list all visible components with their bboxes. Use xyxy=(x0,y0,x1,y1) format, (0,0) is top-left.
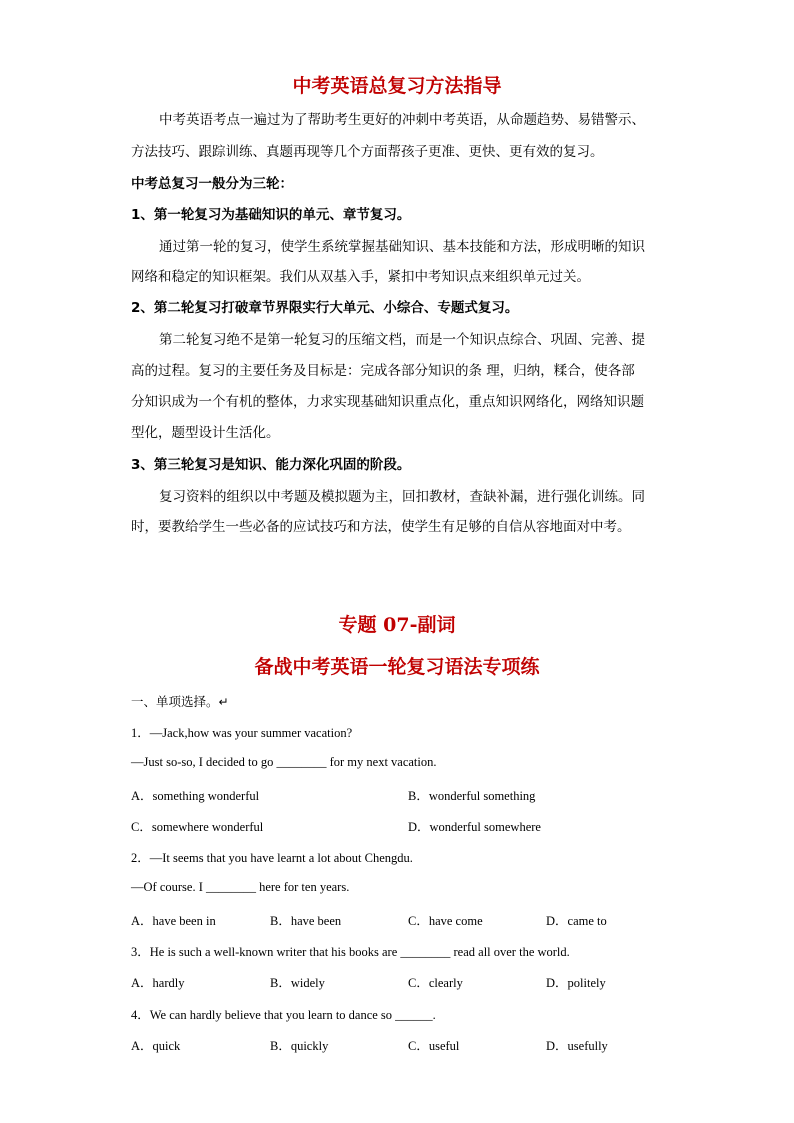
question-4-option-a[interactable]: A．quick xyxy=(131,1039,181,1053)
question-2-option-d[interactable]: D．came to xyxy=(546,914,607,928)
round2-text-line: 型化，题型设计生活化。 xyxy=(131,425,280,441)
round1-text-line: 通过第一轮的复习，使学生系统掌握基础知识、基本技能和方法，形成明晰的知识 xyxy=(159,239,645,255)
round1-heading: 1、第一轮复习为基础知识的单元、章节复习。 xyxy=(131,207,411,223)
round2-heading: 2、第二轮复习打破章节界限实行大单元、小综合、专题式复习。 xyxy=(131,300,519,316)
round2-text-line: 分知识成为一个有机的整体，力求实现基础知识重点化，重点知识网络化，网络知识题 xyxy=(131,394,644,410)
guide-title: 中考英语总复习方法指导 xyxy=(292,75,502,97)
question-2-dialogue: —Of course. I ________ here for ten years. xyxy=(131,880,350,894)
round3-text-line: 时，要教给学生一些必备的应试技巧和方法，使学生有足够的自信从容地面对中考。 xyxy=(131,519,631,535)
question-3-option-a[interactable]: A．hardly xyxy=(131,976,185,990)
round1-text-line: 网络和稳定的知识框架。我们从双基入手，紧扣中考知识点来组织单元过关。 xyxy=(131,269,590,285)
question-2-option-a[interactable]: A．have been in xyxy=(131,914,216,928)
round3-text-line: 复习资料的组织以中考题及模拟题为主，回扣教材，查缺补漏，进行强化训练。同 xyxy=(159,489,645,505)
question-1-option-d[interactable]: D．wonderful somewhere xyxy=(408,820,541,834)
topic-subtitle: 备战中考英语一轮复习语法专项练 xyxy=(254,656,540,678)
rounds-heading: 中考总复习一般分为三轮： xyxy=(131,176,293,192)
question-1-stem: 1．—Jack,how was your summer vacation? xyxy=(131,726,353,740)
question-1-option-a[interactable]: A．something wonderful xyxy=(131,789,260,803)
question-4-option-b[interactable]: B．quickly xyxy=(270,1039,329,1053)
question-2-option-c[interactable]: C．have come xyxy=(408,914,483,928)
topic-title: 专题 07-副词 xyxy=(338,614,456,636)
question-4-option-c[interactable]: C．useful xyxy=(408,1039,460,1053)
round2-text-line: 第二轮复习绝不是第一轮复习的压缩文档，而是一个知识点综合、巩固、完善、提 xyxy=(159,332,645,348)
question-1-dialogue: —Just so-so, I decided to go ________ for my next vacation. xyxy=(131,755,437,769)
question-2-stem: 2．—It seems that you have learnt a lot about Chengdu. xyxy=(131,851,413,865)
question-2-option-b[interactable]: B．have been xyxy=(270,914,342,928)
question-3-option-c[interactable]: C．clearly xyxy=(408,976,463,990)
question-3-option-d[interactable]: D．politely xyxy=(546,976,606,990)
question-1-option-c[interactable]: C．somewhere wonderful xyxy=(131,820,264,834)
question-4-stem: 4．We can hardly believe that you learn to dance so ______. xyxy=(131,1008,436,1022)
section-label: 一、单项选择。↵ xyxy=(131,694,229,709)
guide-intro-line: 中考英语考点一遍过为了帮助考生更好的冲刺中考英语，从命题趋势、易错警示、 xyxy=(159,112,645,128)
question-3-stem: 3．He is such a well-known writer that his books are ________ read all over the world. xyxy=(131,945,570,959)
question-1-option-b[interactable]: B．wonderful something xyxy=(408,789,536,803)
guide-intro-line: 方法技巧、跟踪训练、真题再现等几个方面帮孩子更准、更快、更有效的复习。 xyxy=(131,144,604,160)
round2-text-line: 高的过程。复习的主要任务及目标是：完成各部分知识的条 理，归纳，糅合，使各部 xyxy=(131,363,635,379)
question-4-option-d[interactable]: D．usefully xyxy=(546,1039,608,1053)
question-3-option-b[interactable]: B．widely xyxy=(270,976,325,990)
round3-heading: 3、第三轮复习是知识、能力深化巩固的阶段。 xyxy=(131,457,411,473)
